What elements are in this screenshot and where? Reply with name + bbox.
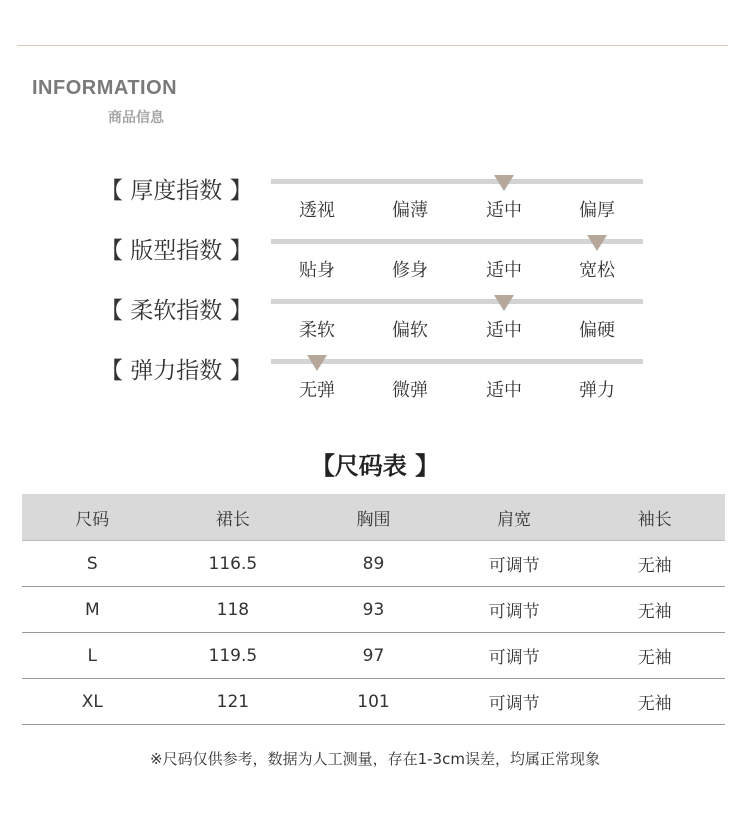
cell-bust: 89 (303, 541, 444, 587)
size-table-header-row (22, 494, 725, 541)
cell-sleeve: 无袖 (584, 679, 725, 725)
cell-bust: 93 (303, 587, 444, 633)
cell-sleeve: 无袖 (584, 587, 725, 633)
top-divider (17, 45, 728, 46)
index-marker-icon (494, 295, 514, 311)
index-option: 无弹 (299, 380, 335, 401)
index-option: 偏厚 (579, 200, 615, 221)
index-option: 适中 (486, 260, 522, 281)
index-option: 偏硬 (579, 320, 615, 341)
cell-length: 116.5 (163, 541, 304, 587)
index-row (0, 172, 750, 232)
column-header-bust: 胸围 (303, 494, 444, 541)
index-option: 宽松 (579, 260, 615, 281)
cell-size: L (22, 633, 163, 679)
index-row (0, 292, 750, 352)
cell-length: 118 (163, 587, 304, 633)
table-row (22, 633, 725, 679)
column-header-length: 裙长 (163, 494, 304, 541)
index-option: 透视 (299, 200, 335, 221)
cell-length: 119.5 (163, 633, 304, 679)
index-option: 适中 (486, 200, 522, 221)
cell-shoulder: 可调节 (444, 679, 585, 725)
index-marker-icon (307, 355, 327, 371)
cell-bust: 97 (303, 633, 444, 679)
cell-shoulder: 可调节 (444, 633, 585, 679)
measurement-note: ※尺码仅供参考，数据为人工测量，存在1-3cm误差，均属正常现象 (150, 750, 600, 768)
index-label: 【 柔软指数 】 (100, 298, 253, 324)
index-scale-bar (271, 179, 643, 184)
cell-size: S (22, 541, 163, 587)
cell-sleeve: 无袖 (584, 541, 725, 587)
cell-bust: 101 (303, 679, 444, 725)
table-row (22, 679, 725, 725)
table-row (22, 541, 725, 587)
cell-sleeve: 无袖 (584, 633, 725, 679)
cell-size: XL (22, 679, 163, 725)
cell-shoulder: 可调节 (444, 587, 585, 633)
section-subtitle: 商品信息 (108, 110, 164, 126)
index-scale-bar (271, 299, 643, 304)
cell-size: M (22, 587, 163, 633)
index-option: 适中 (486, 320, 522, 341)
index-option: 弹力 (579, 380, 615, 401)
index-option: 偏软 (392, 320, 428, 341)
size-chart-heading: 【尺码表 】 (310, 452, 440, 480)
index-label: 【 弹力指数 】 (100, 358, 253, 384)
index-label: 【 版型指数 】 (100, 238, 253, 264)
index-option: 修身 (392, 260, 428, 281)
section-title: INFORMATION (32, 77, 178, 99)
index-row (0, 352, 750, 412)
column-header-sleeve: 袖长 (584, 494, 725, 541)
cell-length: 121 (163, 679, 304, 725)
index-label: 【 厚度指数 】 (100, 178, 253, 204)
index-option: 偏薄 (392, 200, 428, 221)
index-row (0, 232, 750, 292)
column-header-size: 尺码 (22, 494, 163, 541)
index-option: 柔软 (299, 320, 335, 341)
cell-shoulder: 可调节 (444, 541, 585, 587)
table-row (22, 587, 725, 633)
index-marker-icon (587, 235, 607, 251)
index-option: 微弹 (392, 380, 428, 401)
index-option: 贴身 (299, 260, 335, 281)
size-table (22, 494, 725, 725)
index-option: 适中 (486, 380, 522, 401)
index-marker-icon (494, 175, 514, 191)
column-header-shoulder: 肩宽 (444, 494, 585, 541)
